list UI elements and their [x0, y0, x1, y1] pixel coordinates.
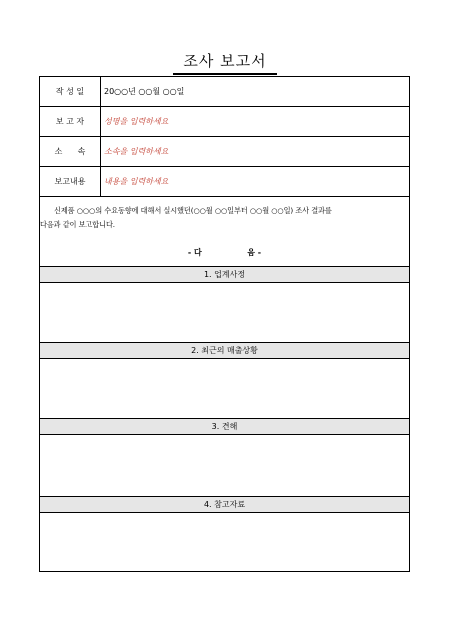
section-heading-2: 2. 최근의 매출상황 — [40, 343, 409, 359]
section-body-2[interactable] — [40, 359, 409, 419]
dagum-left: - 다 — [187, 248, 202, 257]
intro-line-2: 다음과 같이 보고합니다. — [40, 220, 115, 229]
section-body-4[interactable] — [40, 513, 409, 571]
section-heading-4: 4. 참고자료 — [40, 497, 409, 513]
intro-line-1: 신제품 ○○○의 수요동향에 대해서 실시했던(○○월 ○○일부터 ○○월 ○○일) 조사 결과를 — [54, 206, 332, 215]
date-field[interactable]: 20○○년 ○○월 ○○일 — [104, 87, 185, 96]
row-label-date: 작 성 일 — [40, 77, 101, 106]
content-field[interactable]: 내용을 입력하세요 — [104, 177, 169, 186]
department-field[interactable]: 소속을 입력하세요 — [104, 147, 169, 156]
dagum-right: 음 - — [247, 248, 262, 257]
section-heading-1: 1. 업계사정 — [40, 267, 409, 283]
title-text: 조사 보고서 — [173, 50, 276, 75]
reporter-field[interactable]: 성명을 입력하세요 — [104, 117, 169, 126]
row-department — [40, 137, 409, 167]
row-label-reporter: 보 고 자 — [40, 107, 101, 136]
row-label-department: 소 속 — [40, 137, 101, 166]
dagum-heading — [40, 247, 409, 258]
section-heading-3: 3. 견해 — [40, 419, 409, 435]
row-label-content: 보고내용 — [40, 167, 101, 196]
intro-paragraph — [40, 204, 409, 232]
row-content — [40, 167, 409, 197]
report-form — [39, 76, 410, 572]
intro-block — [40, 197, 409, 267]
row-date — [40, 77, 409, 107]
document-title — [0, 50, 450, 75]
section-body-3[interactable] — [40, 435, 409, 497]
section-body-1[interactable] — [40, 283, 409, 343]
row-reporter — [40, 107, 409, 137]
